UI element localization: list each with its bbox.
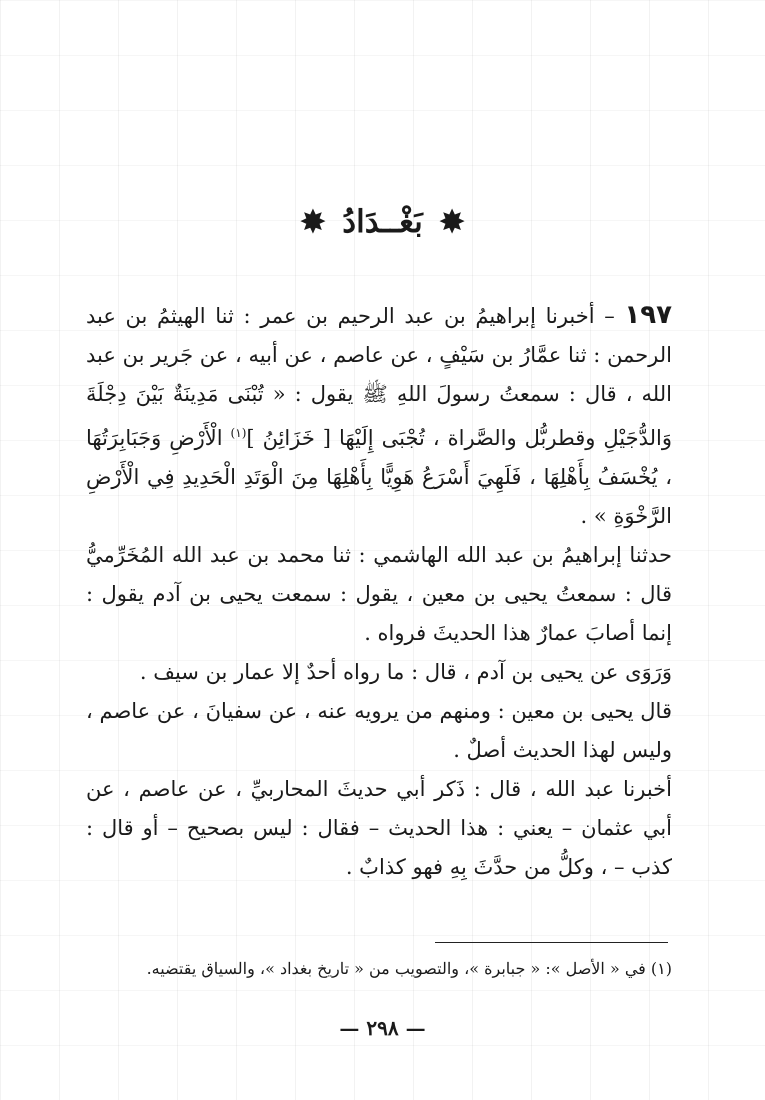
entry-text-continued: الْأَرْضِ وَجَبَابِرَتُهَا ، يُخْسَفُ بِأَهْلِهَا ، فَلَهِيَ أَسْرَعُ هَوِيًّا بِأَهْلِهَا مِنَ الْوَتَدِ الْحَدِيدِ فِي الْأَرْضِ الرَّخْوَةِ » .: [86, 426, 672, 528]
paragraph: حدثنا إبراهيمُ بن عبد الله الهاشمي : ثنا محمد بن عبد الله المُخَرِّميُّ قال : سمعتُ يحيى بن معين ، يقول : سمعت يحيى بن آدم يقول : إنما أصابَ عمارٌ هذا الحديثَ فرواه .: [86, 543, 672, 645]
footnote-separator: [435, 942, 668, 943]
paragraph: أخبرنا عبد الله ، قال : ذَكر أبي حديثَ المحاربيِّ ، عن عاصم ، عن أبي عثمان – يعني : هذا الحديث – فقال : ليس بصحيح – أو قال : كذب – ، وكلُّ من حدَّثَ بِهِ فهو كذابٌ .: [86, 777, 672, 879]
entry-dash: –: [594, 304, 625, 328]
entry-number: ١٩٧: [624, 300, 672, 330]
star-ornament-icon: ✸: [439, 205, 465, 240]
star-ornament-icon: ✸: [300, 205, 326, 240]
main-text: [86, 296, 672, 887]
hadith-entry: [86, 296, 672, 536]
chapter-heading: [0, 202, 765, 243]
paragraph: وَرَوَى عن يحيى بن آدم ، قال : ما رواه أحدٌ إلا عمار بن سيف .: [139, 660, 672, 684]
entry-text: أخبرنا إبراهيمُ بن عبد الرحيم بن عمر : ثنا الهيثمُ بن عبد الرحمن : ثنا عمَّارُ بن سَيْفٍ ، عن عاصم ، عن أبيه ، عن جَرير بن عبد الله ، قال : سمعتُ رسولَ اللهِ ﷺ يقول : « تُبْنَى مَدِينَةٌ بَيْنَ دِجْلَةَ وَالدُّجَيْلِ وقطربُّل والصَّراة ، تُجْبَى إِلَيْهَا [ خَزَائِنُ ]: [86, 304, 672, 450]
page-number: — ٢٩٨ —: [339, 1016, 426, 1040]
paragraph: قال يحيى بن معين : ومنهم من يرويه عنه ، عن سفيانَ ، عن عاصم ، وليس لهذا الحديث أصلٌ .: [86, 699, 672, 762]
footnote: (١) في « الأصل »: « جبابرة »، والتصويب من « تاريخ بغداد »، والسياق يقتضيه.: [146, 959, 672, 978]
chapter-title: بَغْــدَادُ: [342, 204, 423, 240]
footnote-marker: (١): [230, 426, 247, 440]
